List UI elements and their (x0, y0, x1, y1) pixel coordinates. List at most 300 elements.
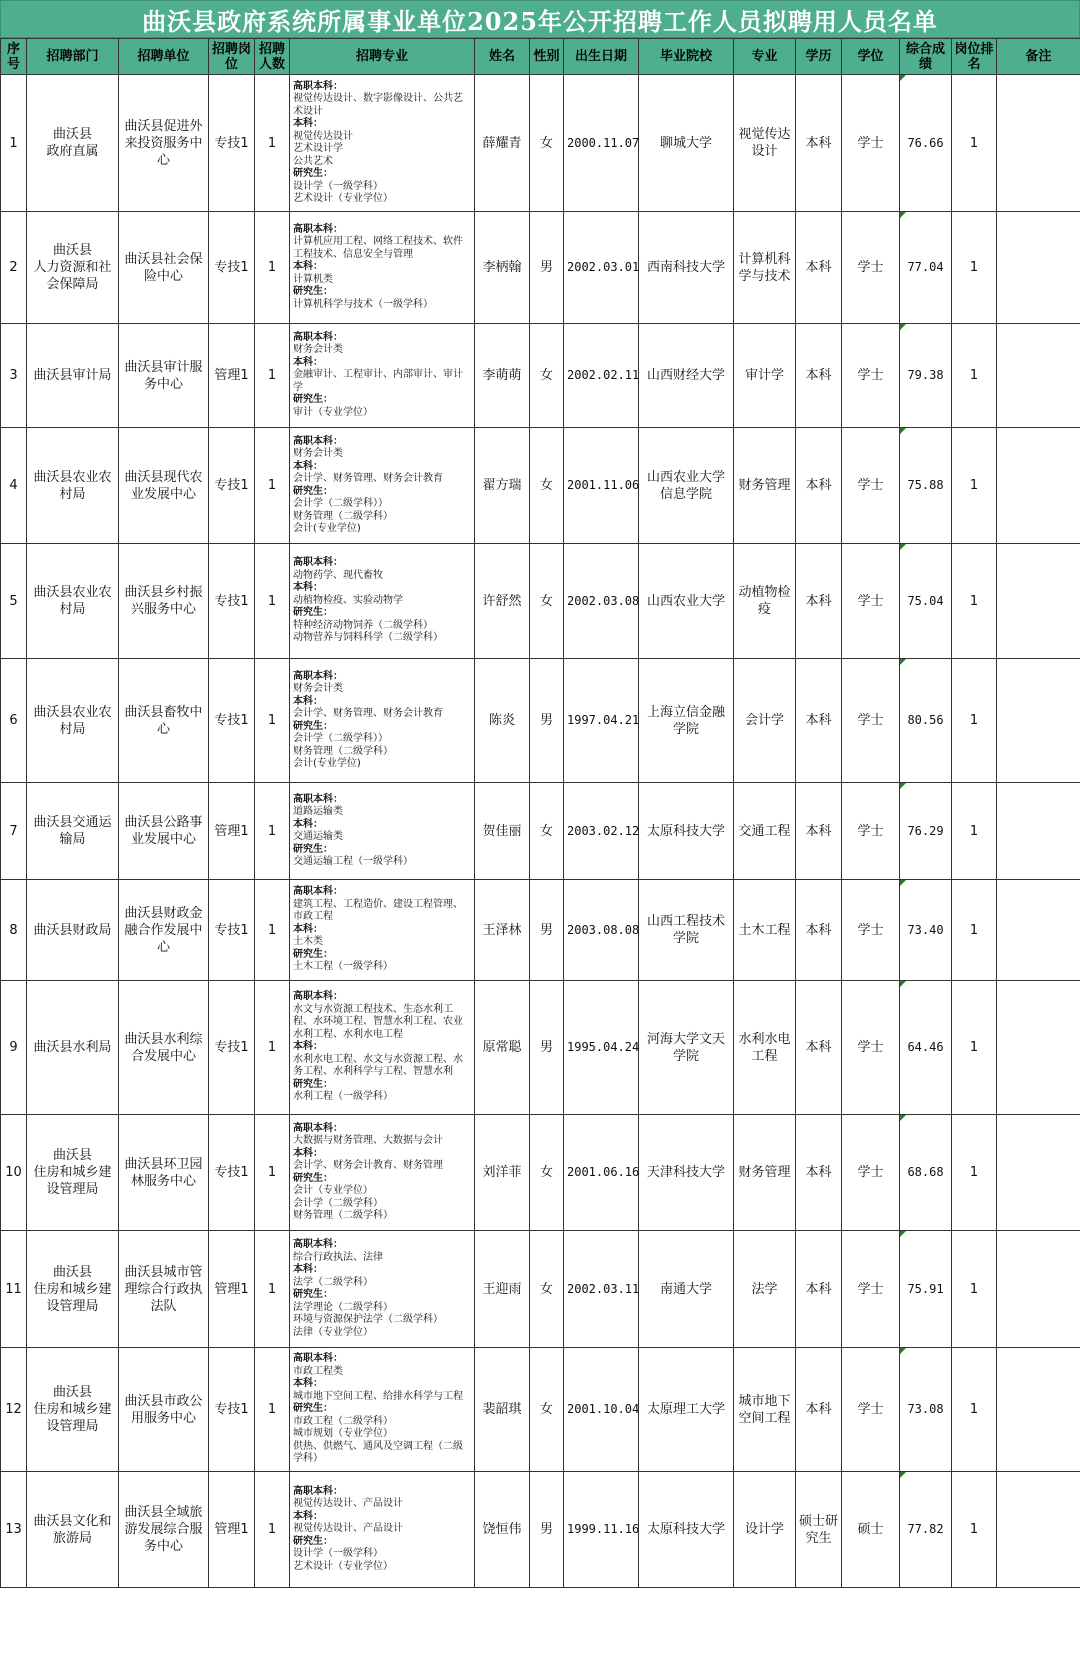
major-line: 动植物检疫、实验动物学 (293, 594, 403, 606)
cell-name-text: 李柄翰 (482, 260, 522, 275)
major-level-label: 研究生： (293, 286, 333, 298)
cell-unit (119, 880, 209, 981)
major-line: 设计学（一级学科） (293, 1548, 383, 1560)
cell-dept (27, 880, 119, 981)
major-line: 会计学、财务会计教育、财务管理 (293, 1160, 443, 1171)
cell-school-text: 太原科技大学 (646, 823, 725, 839)
cell-count (255, 544, 290, 659)
cell-post (209, 981, 255, 1115)
cell-score-text: 73.40 (907, 922, 944, 937)
cell-post (209, 880, 255, 981)
major-line: 法学（二级学科） (293, 1276, 373, 1288)
cell-major (734, 544, 796, 659)
cell-major (734, 659, 796, 783)
cell-major-req (290, 1231, 475, 1348)
cell-unit (119, 212, 209, 324)
cell-rank (952, 659, 997, 783)
cell-degree (842, 880, 900, 981)
cell-major-text: 财务管理 (738, 478, 791, 493)
cell-rank (952, 428, 997, 544)
cell-major-req (290, 783, 475, 880)
table-row (1, 428, 1080, 544)
cell-name (475, 1231, 530, 1348)
header-unit: 招聘单位 (119, 39, 209, 75)
cell-degree (842, 1472, 900, 1588)
major-level-label: 研究生： (293, 843, 333, 855)
cell-major (734, 75, 796, 212)
cell-name-text: 贺佳丽 (482, 823, 522, 839)
cell-edu-text: 本科 (805, 1402, 832, 1417)
header-name: 姓名 (475, 39, 530, 75)
major-line: 会计学、财务管理、财务会计教育 (293, 708, 443, 719)
cell-marker-icon (900, 212, 906, 218)
cell-edu (796, 1472, 842, 1588)
cell-unit (119, 544, 209, 659)
cell-gender (530, 880, 564, 981)
cell-edu (796, 981, 842, 1115)
major-level-label: 高职本科： (293, 670, 343, 682)
cell-school-text: 天津科技大学 (646, 1165, 725, 1180)
cell-major (734, 428, 796, 544)
cell-note (997, 880, 1080, 981)
cell-post-text: 管理1 (214, 1281, 249, 1297)
cell-school (639, 75, 734, 212)
cell-unit-text: 曲沃县公路事业发展中心 (124, 815, 203, 847)
major-level-label: 研究生： (293, 1289, 333, 1300)
cell-unit (119, 659, 209, 783)
major-level-label: 本科： (293, 1147, 323, 1159)
page-title: 曲沃县政府系统所属事业单位2025年公开招聘工作人员拟聘用人员名单 (0, 0, 1080, 38)
major-level-label: 研究生： (293, 1403, 333, 1415)
major-level-label: 本科： (293, 923, 323, 935)
cell-name (475, 783, 530, 880)
cell-count (255, 75, 290, 212)
cell-post-text: 专技1 (214, 135, 249, 151)
header-no: 序号 (1, 39, 27, 75)
cell-count (255, 1115, 290, 1231)
cell-score-text: 73.08 (907, 1402, 944, 1416)
cell-no (1, 1115, 27, 1231)
major-level-label: 本科： (293, 1041, 323, 1053)
major-line: 财务管理（二级学科） (293, 745, 393, 757)
cell-rank-text: 1 (969, 1522, 979, 1537)
cell-name-text: 刘洋菲 (482, 1165, 522, 1180)
cell-rank-text: 1 (969, 368, 979, 383)
cell-birth (564, 324, 639, 428)
cell-marker-icon (900, 544, 906, 550)
cell-birth (564, 212, 639, 324)
cell-edu (796, 75, 842, 212)
cell-degree-text: 学士 (857, 823, 884, 839)
cell-major (734, 1115, 796, 1231)
major-line: 金融审计、工程审计、内部审计、审计学 (293, 369, 463, 393)
cell-marker-icon (900, 880, 906, 886)
cell-score-text: 76.66 (907, 135, 944, 150)
cell-note (997, 428, 1080, 544)
cell-no (1, 981, 27, 1115)
cell-count (255, 1231, 290, 1348)
table-row (1, 212, 1080, 324)
cell-birth-text: 1999.11.16 (567, 1522, 640, 1536)
cell-dept (27, 1115, 119, 1231)
cell-degree-text: 学士 (857, 260, 884, 275)
table-row (1, 544, 1080, 659)
cell-edu (796, 1115, 842, 1231)
cell-birth (564, 659, 639, 783)
cell-birth-text: 2000.11.07 (567, 135, 640, 150)
cell-school-text: 山西农业大学 (646, 593, 725, 609)
major-line: 会计学（二级学科） (293, 1197, 383, 1209)
cell-unit-text: 曲沃县促进外来投资服务中心 (124, 118, 203, 168)
cell-unit (119, 1231, 209, 1348)
cell-major-req (290, 1115, 475, 1231)
cell-gender-text: 女 (539, 1402, 553, 1417)
cell-marker-icon (900, 75, 906, 81)
cell-gender (530, 544, 564, 659)
cell-edu-text: 本科 (805, 713, 832, 728)
cell-score-text: 75.91 (907, 1281, 944, 1296)
cell-name (475, 1472, 530, 1588)
cell-score (900, 1115, 952, 1231)
cell-major (734, 1231, 796, 1348)
cell-name-text: 许舒然 (482, 593, 522, 609)
cell-name (475, 324, 530, 428)
cell-score (900, 544, 952, 659)
cell-marker-icon (900, 1472, 906, 1478)
cell-post (209, 783, 255, 880)
cell-count-text: 1 (267, 593, 277, 609)
cell-rank-text: 1 (969, 922, 979, 938)
cell-score-text: 68.68 (907, 1165, 944, 1179)
cell-dept (27, 212, 119, 324)
cell-post-text: 专技1 (214, 260, 249, 275)
cell-major-req (290, 1472, 475, 1588)
cell-no-text: 5 (9, 593, 18, 609)
cell-birth (564, 1472, 639, 1588)
major-level-label: 高职本科： (293, 1353, 343, 1365)
major-level-label: 研究生： (293, 1078, 333, 1090)
cell-major (734, 324, 796, 428)
cell-dept-text: 曲沃县 人力资源和社会保障局 (33, 243, 112, 292)
major-line: 水文与水资源工程技术、生态水利工程、水环境工程、智慧水利工程、农业水利工程、水利水电工程 (293, 1003, 463, 1040)
header-post: 招聘岗位 (209, 39, 255, 75)
cell-name (475, 981, 530, 1115)
cell-dept-text: 曲沃县水利局 (33, 1040, 112, 1055)
cell-major-req (290, 75, 475, 212)
cell-dept (27, 75, 119, 212)
cell-unit (119, 324, 209, 428)
cell-post (209, 1115, 255, 1231)
cell-count-text: 1 (267, 713, 277, 728)
header-school: 毕业院校 (639, 39, 734, 75)
major-level-label: 研究生： (293, 720, 333, 732)
cell-major (734, 1348, 796, 1472)
cell-gender-text: 女 (539, 823, 553, 839)
cell-no-text: 11 (5, 1281, 22, 1297)
major-line: 会计(专业学位) (293, 523, 361, 534)
cell-gender (530, 428, 564, 544)
cell-degree-text: 学士 (857, 135, 884, 151)
cell-degree (842, 212, 900, 324)
cell-no-text: 13 (5, 1522, 22, 1537)
major-line: 供热、供燃气、通风及空调工程（二级学科） (293, 1440, 463, 1465)
cell-count (255, 428, 290, 544)
table-row (1, 1348, 1080, 1472)
header-edu: 学历 (796, 39, 842, 75)
cell-gender (530, 659, 564, 783)
major-line: 审计（专业学位） (293, 406, 373, 418)
major-line: 土木类 (293, 936, 323, 948)
cell-birth-text: 2002.02.11 (567, 368, 640, 382)
cell-name-text: 裴韶琪 (482, 1402, 522, 1417)
major-line: 会计学（二级学科）） (293, 733, 388, 744)
major-level-label: 高职本科： (293, 1122, 343, 1134)
major-level-label: 高职本科： (293, 435, 343, 447)
cell-gender-text: 女 (539, 478, 553, 493)
cell-birth (564, 428, 639, 544)
cell-name-text: 薛耀青 (482, 135, 522, 151)
cell-degree (842, 544, 900, 659)
cell-count-text: 1 (267, 368, 277, 383)
cell-degree (842, 1348, 900, 1472)
cell-edu (796, 880, 842, 981)
major-level-label: 研究生： (293, 607, 333, 619)
cell-school (639, 1348, 734, 1472)
cell-birth-text: 2003.08.08 (567, 922, 640, 937)
cell-unit (119, 1348, 209, 1472)
cell-school (639, 212, 734, 324)
cell-degree (842, 428, 900, 544)
table-row (1, 981, 1080, 1115)
cell-unit-text: 曲沃县审计服务中心 (124, 359, 203, 392)
header-rank: 岗位排名 (952, 39, 997, 75)
major-line: 特种经济动物饲养（二级学科） (293, 619, 433, 631)
major-level-label: 高职本科： (293, 80, 343, 92)
cell-note (997, 1348, 1080, 1472)
cell-degree (842, 783, 900, 880)
cell-marker-icon (900, 324, 906, 330)
major-line: 市政工程类 (293, 1365, 343, 1377)
cell-name-text: 翟方瑞 (482, 478, 522, 493)
cell-birth-text: 2002.03.01 (567, 260, 640, 274)
cell-gender (530, 981, 564, 1115)
cell-score (900, 659, 952, 783)
cell-name (475, 880, 530, 981)
major-line: 交通运输类 (293, 831, 343, 842)
cell-gender-text: 女 (539, 1281, 553, 1297)
table-row (1, 783, 1080, 880)
cell-birth-text: 2003.02.12 (567, 823, 640, 838)
cell-rank-text: 1 (969, 1165, 979, 1180)
cell-dept-text: 曲沃县交通运输局 (33, 815, 112, 847)
cell-school (639, 1115, 734, 1231)
cell-no-text: 9 (9, 1040, 18, 1055)
cell-post-text: 管理1 (214, 1522, 249, 1537)
cell-post-text: 专技1 (214, 713, 249, 728)
cell-count (255, 981, 290, 1115)
major-level-label: 本科： (293, 1264, 323, 1275)
cell-rank (952, 880, 997, 981)
cell-birth (564, 1348, 639, 1472)
cell-unit (119, 783, 209, 880)
cell-score (900, 212, 952, 324)
cell-count-text: 1 (267, 260, 277, 275)
cell-unit (119, 1472, 209, 1588)
cell-dept (27, 1231, 119, 1348)
major-level-label: 本科： (293, 695, 323, 707)
cell-post (209, 1348, 255, 1472)
cell-school-text: 河海大学文天学院 (646, 1031, 725, 1064)
major-line: 会计(专业学位) (293, 758, 361, 769)
major-line: 财务会计类 (293, 344, 343, 356)
cell-note (997, 75, 1080, 212)
major-level-label: 高职本科： (293, 1485, 343, 1497)
cell-score (900, 1231, 952, 1348)
cell-count-text: 1 (267, 1040, 277, 1055)
cell-unit-text: 曲沃县社会保险中心 (124, 251, 203, 284)
cell-count-text: 1 (267, 823, 277, 839)
cell-dept-text: 曲沃县文化和旅游局 (33, 1513, 112, 1546)
cell-rank (952, 1231, 997, 1348)
cell-post (209, 428, 255, 544)
major-line: 法律（专业学位） (293, 1326, 373, 1338)
major-line: 会计（专业学位） (293, 1185, 373, 1196)
cell-marker-icon (900, 1115, 906, 1121)
major-level-label: 高职本科： (293, 1239, 343, 1250)
cell-marker-icon (900, 1231, 906, 1237)
major-level-label: 本科： (293, 356, 323, 368)
cell-rank-text: 1 (969, 1281, 979, 1297)
cell-major-text: 法学 (751, 1281, 778, 1297)
cell-dept-text: 曲沃县审计局 (33, 368, 112, 383)
major-level-label: 高职本科： (293, 223, 343, 235)
cell-note (997, 324, 1080, 428)
cell-edu-text: 本科 (805, 823, 832, 839)
cell-birth-text: 1995.04.24 (567, 1040, 640, 1054)
major-level-label: 本科： (293, 261, 323, 273)
cell-gender-text: 男 (539, 1522, 553, 1537)
cell-edu-text: 本科 (805, 922, 832, 938)
cell-name-text: 王泽林 (482, 922, 522, 938)
cell-major (734, 1472, 796, 1588)
cell-major-req (290, 659, 475, 783)
cell-gender (530, 1115, 564, 1231)
cell-edu-text: 本科 (805, 368, 832, 383)
header-birth: 出生日期 (564, 39, 639, 75)
cell-gender-text: 男 (539, 713, 553, 728)
cell-birth (564, 1115, 639, 1231)
cell-no-text: 12 (5, 1402, 22, 1417)
cell-school-text: 聊城大学 (659, 135, 712, 151)
cell-degree-text: 学士 (857, 593, 884, 609)
cell-dept-text: 曲沃县 住房和城乡建设管理局 (33, 1385, 112, 1434)
cell-gender-text: 男 (539, 260, 553, 275)
major-level-label: 研究生： (293, 948, 333, 960)
cell-major-text: 土木工程 (738, 922, 791, 938)
major-line: 大数据与财务管理、大数据与会计 (293, 1135, 443, 1146)
cell-rank-text: 1 (969, 260, 979, 275)
cell-score-text: 79.38 (907, 368, 944, 382)
cell-count (255, 1348, 290, 1472)
major-line: 会计学、财务管理、财务会计教育 (293, 473, 443, 484)
cell-post-text: 专技1 (214, 1040, 249, 1055)
cell-school-text: 上海立信金融学院 (646, 704, 725, 737)
cell-unit-text: 曲沃县水利综合发展中心 (124, 1031, 203, 1064)
cell-dept (27, 1472, 119, 1588)
cell-major-req (290, 981, 475, 1115)
cell-post (209, 324, 255, 428)
cell-school-text: 太原科技大学 (646, 1522, 725, 1537)
cell-score-text: 75.04 (907, 593, 944, 608)
cell-edu-text: 本科 (805, 1040, 832, 1055)
cell-name-text: 原常聪 (482, 1040, 522, 1055)
cell-unit (119, 428, 209, 544)
cell-unit (119, 1115, 209, 1231)
cell-rank-text: 1 (969, 713, 979, 728)
cell-rank-text: 1 (969, 135, 979, 151)
cell-name (475, 659, 530, 783)
header-dept: 招聘部门 (27, 39, 119, 75)
cell-major-text: 计算机科学与技术 (738, 251, 791, 284)
cell-rank (952, 1348, 997, 1472)
cell-degree (842, 324, 900, 428)
cell-edu-text: 本科 (805, 1281, 832, 1297)
cell-degree-text: 学士 (857, 1040, 884, 1055)
major-line: 公共艺术 (293, 155, 333, 167)
cell-degree-text: 学士 (857, 1165, 884, 1180)
major-line: 视觉传达设计、产品设计 (293, 1523, 403, 1535)
cell-degree-text: 学士 (857, 1281, 884, 1297)
major-line: 动物营养与饲料科学（二级学科） (293, 632, 443, 644)
cell-no (1, 324, 27, 428)
cell-post (209, 1231, 255, 1348)
cell-unit-text: 曲沃县现代农业发展中心 (124, 469, 203, 502)
cell-post (209, 544, 255, 659)
cell-name (475, 1115, 530, 1231)
cell-score (900, 1472, 952, 1588)
table-row (1, 75, 1080, 212)
cell-count-text: 1 (267, 922, 277, 938)
cell-gender-text: 女 (539, 368, 553, 383)
major-line: 水利水电工程、水文与水资源工程、水务工程、水利科学与工程、智慧水利 (293, 1053, 463, 1078)
cell-gender (530, 75, 564, 212)
major-line: 计算机应用工程、网络工程技术、软件工程技术、信息安全与管理 (293, 236, 463, 260)
cell-gender (530, 1348, 564, 1472)
major-level-label: 本科： (293, 582, 323, 594)
cell-rank-text: 1 (969, 1040, 979, 1055)
cell-degree-text: 学士 (857, 713, 884, 728)
cell-score-text: 64.46 (907, 1040, 944, 1054)
cell-rank (952, 783, 997, 880)
cell-degree (842, 1231, 900, 1348)
cell-score (900, 783, 952, 880)
cell-unit-text: 曲沃县畜牧中心 (124, 704, 203, 737)
cell-gender-text: 女 (539, 593, 553, 609)
cell-birth (564, 75, 639, 212)
cell-edu-text: 本科 (805, 593, 832, 609)
major-line: 设计学（一级学科） (293, 180, 383, 192)
cell-edu-text: 本科 (805, 260, 832, 275)
major-line: 计算机类 (293, 273, 333, 285)
cell-marker-icon (900, 659, 906, 665)
cell-no (1, 212, 27, 324)
cell-rank (952, 981, 997, 1115)
cell-school (639, 324, 734, 428)
cell-birth-text: 2002.03.08 (567, 593, 640, 608)
cell-no (1, 1348, 27, 1472)
major-line: 财务会计类 (293, 448, 343, 459)
header-major: 专业 (734, 39, 796, 75)
